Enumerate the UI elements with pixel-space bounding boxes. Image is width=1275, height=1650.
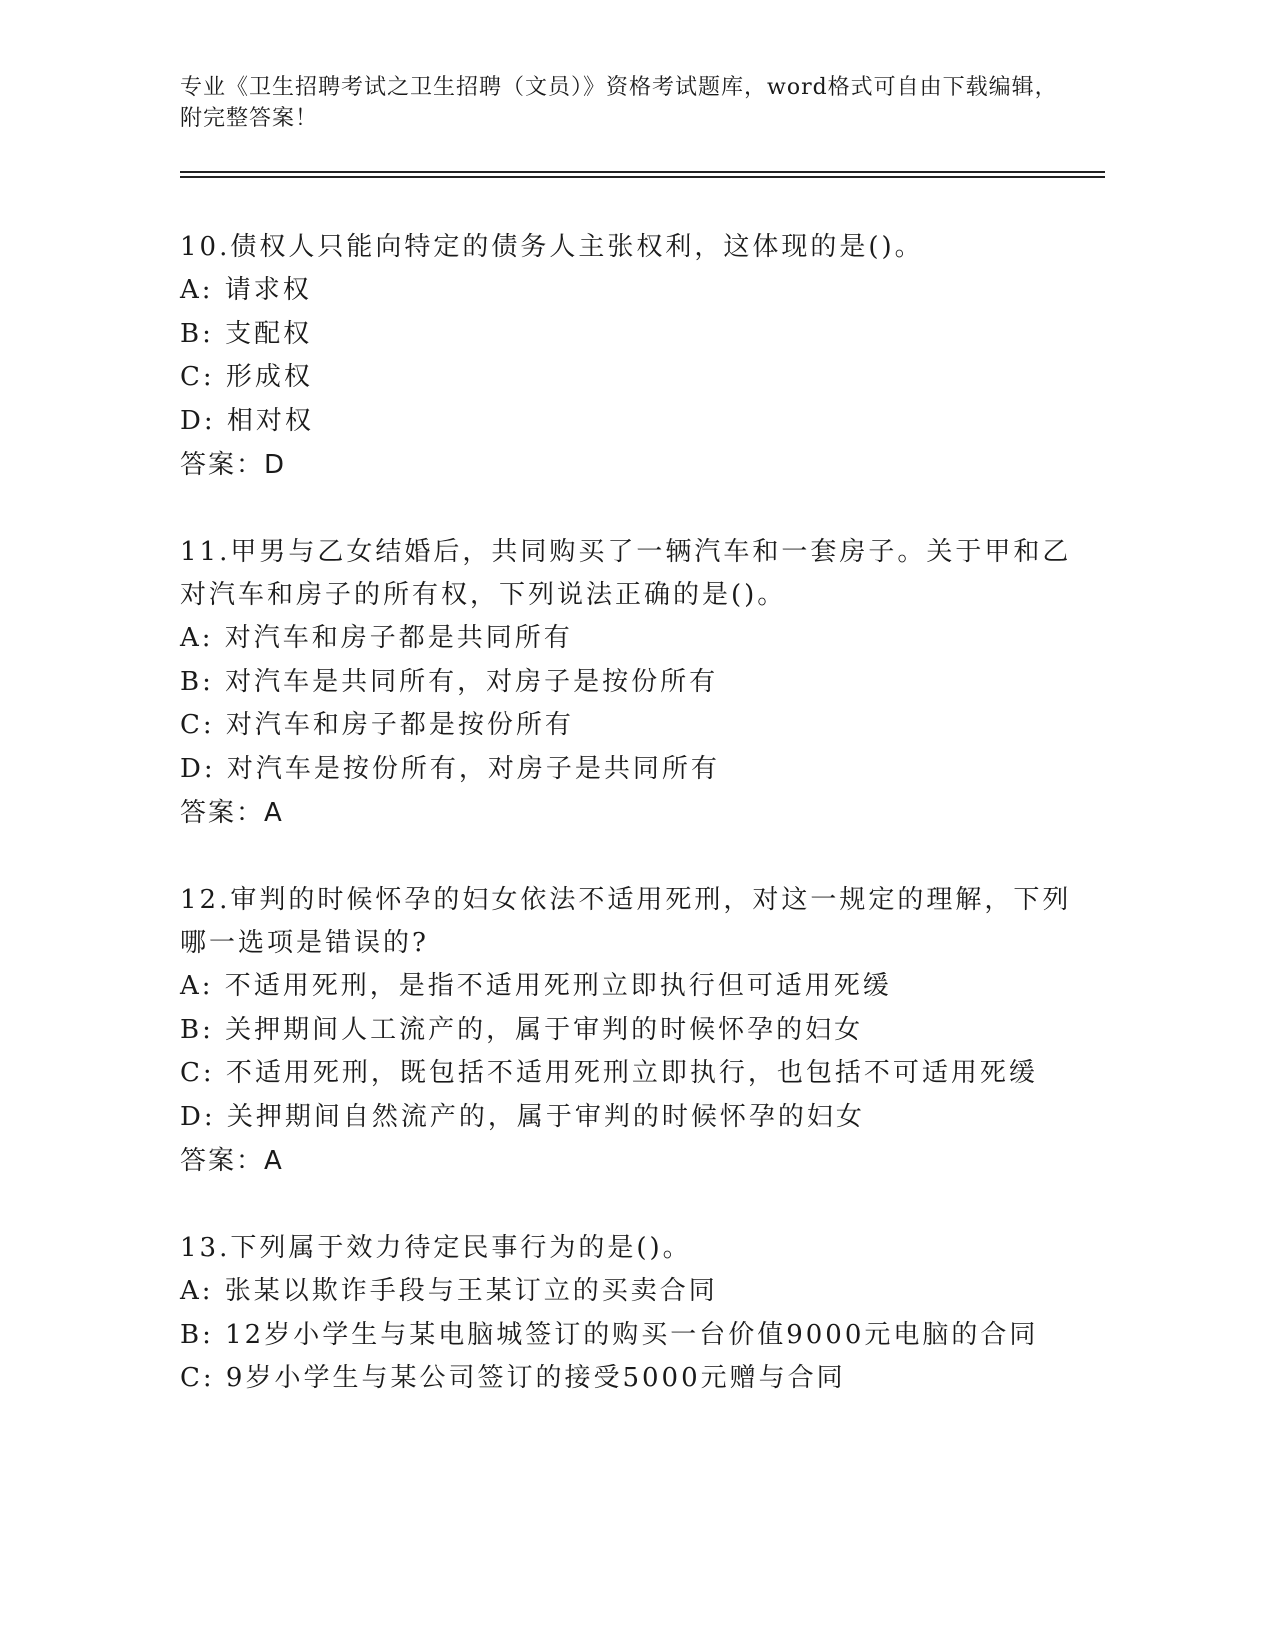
question-11	[180, 531, 1080, 835]
answer-line: 答案：D	[180, 450, 287, 480]
option-c: C: 形成权	[180, 362, 313, 392]
question-10	[180, 226, 1080, 487]
option-c: C: 对汽车和房子都是按份所有	[180, 710, 574, 740]
option-b: B: 关押期间人工流产的，属于审判的时候怀孕的妇女	[180, 1014, 864, 1045]
option-d: D: 相对权	[180, 405, 314, 436]
question-stem: 11.甲男与乙女结婚后，共同购买了一辆汽车和一套房子。关于甲和乙对汽车和房子的所有权，下列说法正确的是()。	[180, 537, 1072, 610]
question-stem: 12.审判的时候怀孕的妇女依法不适用死刑，对这一规定的理解，下列哪一选项是错误的?	[180, 885, 1072, 958]
option-c: C: 9岁小学生与某公司签订的接受5000元赠与合同	[180, 1363, 846, 1393]
question-stem: 10.债权人只能向特定的债务人主张权利，这体现的是()。	[180, 232, 924, 262]
option-a: A: 对汽车和房子都是共同所有	[180, 623, 573, 653]
answer-line: 答案：A	[180, 798, 284, 828]
question-list	[180, 226, 1080, 1445]
option-a: A: 张某以欺诈手段与王某订立的买卖合同	[180, 1276, 718, 1306]
question-12	[180, 879, 1080, 1183]
document-header: 专业《卫生招聘考试之卫生招聘（文员）》资格考试题库，word格式可自由下载编辑，附完整答案！	[180, 75, 1058, 131]
option-d: D: 关押期间自然流产的，属于审判的时候怀孕的妇女	[180, 1101, 865, 1132]
header-rule-top	[180, 171, 1105, 173]
answer-line: 答案：A	[180, 1146, 284, 1176]
option-d: D: 对汽车是按份所有，对房子是共同所有	[180, 753, 720, 784]
option-b: B: 对汽车是共同所有，对房子是按份所有	[180, 666, 719, 697]
option-a: A: 不适用死刑，是指不适用死刑立即执行但可适用死缓	[180, 971, 892, 1001]
option-a: A: 请求权	[180, 275, 312, 305]
question-13	[180, 1227, 1080, 1401]
option-b: B: 支配权	[180, 318, 313, 349]
question-stem: 13.下列属于效力待定民事行为的是()。	[180, 1233, 692, 1263]
option-c: C: 不适用死刑，既包括不适用死刑立即执行，也包括不可适用死缓	[180, 1058, 1038, 1088]
header-rule-bottom	[180, 176, 1105, 178]
option-b: B: 12岁小学生与某电脑城签订的购买一台价值9000元电脑的合同	[180, 1319, 1039, 1350]
